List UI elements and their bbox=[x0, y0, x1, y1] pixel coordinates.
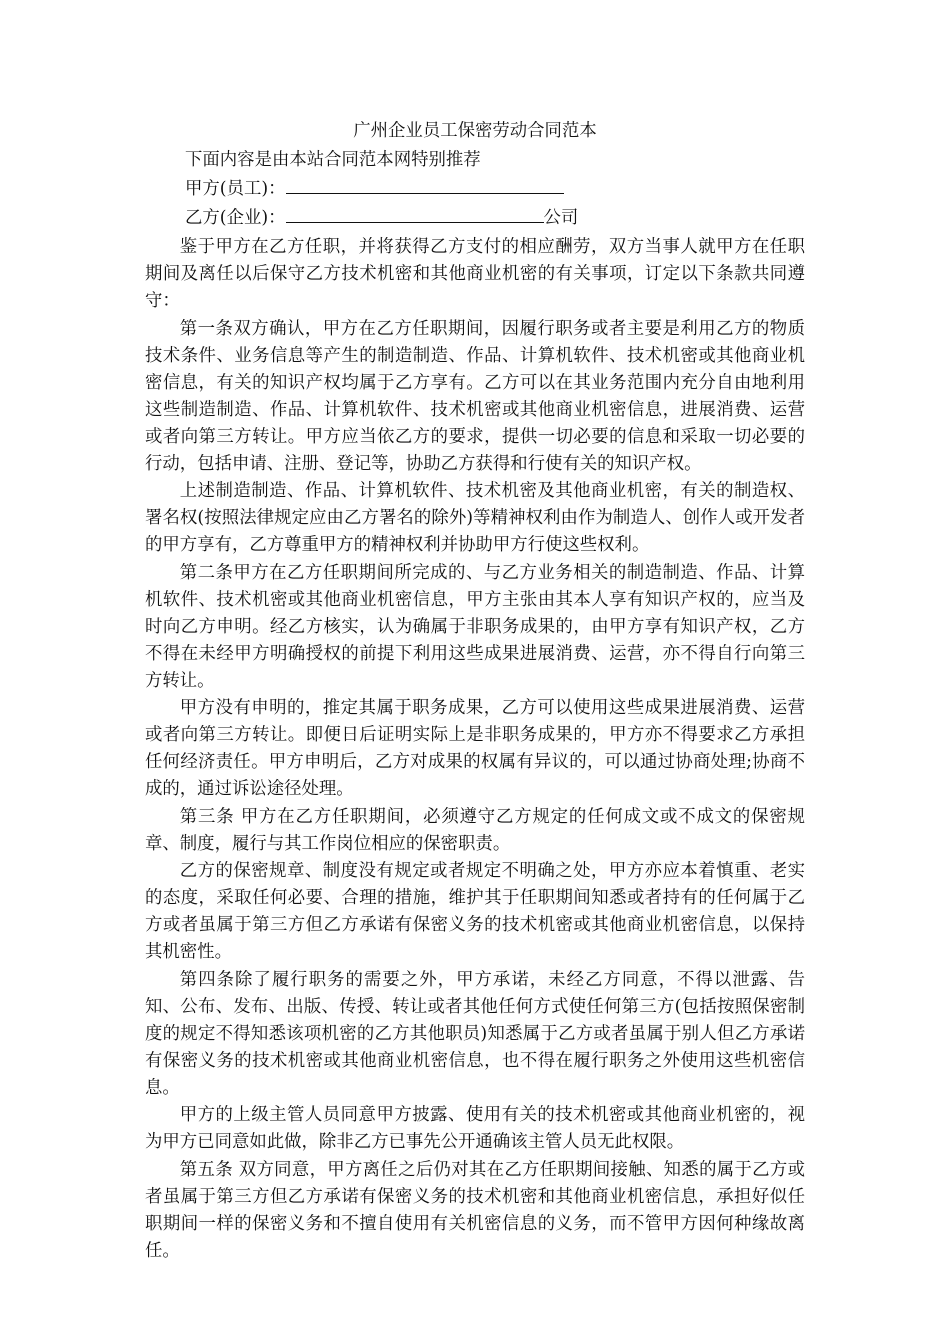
paragraph-article-2: 第二条甲方在乙方任职期间所完成的、与乙方业务相关的制造制造、作品、计算机软件、技术机密或其他商业机密信息，甲方主张由其本人享有知识产权的，应当及时向乙方申明。经乙方核实，认为确属于非职务成果的，由甲方享有知识产权，乙方不得在未经甲方明确授权的前提下利用这些成果进展消费、运营，亦不得自行向第三方转让。 bbox=[145, 562, 805, 691]
paragraph-article-5: 第五条 双方同意，甲方离任之后仍对其在乙方任职期间接触、知悉的属于乙方或者虽属于第三方但乙方承诺有保密义务的技术机密和其他商业机密信息，承担好似任职期间一样的保密义务和不擅自使用有关机密信息的义务，而不管甲方因何种缘故离任。 bbox=[145, 1159, 805, 1261]
party-a-blank bbox=[286, 177, 564, 194]
document-title: 广州企业员工保密劳动合同范本 bbox=[353, 121, 597, 141]
party-b-label: 乙方(企业)： bbox=[185, 208, 286, 228]
paragraph-article-4-supervisor: 甲方的上级主管人员同意甲方披露、使用有关的技术机密或其他商业机密的，视为甲方已同意如此做，除非乙方已事先公开通确该主管人员无此权限。 bbox=[145, 1105, 805, 1152]
subtitle: 下面内容是由本站合同范本网特别推荐 bbox=[185, 150, 481, 170]
paragraph-article-2-presumption: 甲方没有申明的，推定其属于职务成果，乙方可以使用这些成果进展消费、运营或者向第三方转让。即便日后证明实际上是非职务成果的，甲方亦不得要求乙方承担任何经济责任。甲方申明后，乙方对成果的权属有异议的，可以通过协商处理;协商不成的，通过诉讼途径处理。 bbox=[145, 698, 805, 799]
paragraph-preamble: 鉴于甲方在乙方任职，并将获得乙方支付的相应酬劳，双方当事人就甲方在任职期间及离任以后保守乙方技术机密和其他商业机密的有关事项，订定以下条款共同遵守： bbox=[145, 237, 805, 311]
paragraph-article-3-duty: 乙方的保密规章、制度没有规定或者规定不明确之处，甲方亦应本着慎重、老实的态度，采取任何必要、合理的措施，维护其于任职期间知悉或者持有的任何属于乙方或者虽属于第三方但乙方承诺有保密义务的技术机密或其他商业机密信息，以保持其机密性。 bbox=[145, 861, 805, 962]
paragraph-article-1-rights: 上述制造制造、作品、计算机软件、技术机密及其他商业机密，有关的制造权、署名权(按照法律规定应由乙方署名的除外)等精神权利由作为制造人、创作人或开发者的甲方享有，乙方尊重甲方的精神权利并协助甲方行使这些权利。 bbox=[145, 481, 805, 555]
party-a-label: 甲方(员工)： bbox=[185, 179, 286, 199]
document-page bbox=[145, 118, 805, 1265]
party-b-line bbox=[145, 205, 805, 232]
paragraph-article-3: 第三条 甲方在乙方任职期间，必须遵守乙方规定的任何成文或不成文的保密规章、制度，履行与其工作岗位相应的保密职责。 bbox=[145, 806, 805, 854]
party-b-blank bbox=[286, 206, 544, 223]
paragraph-article-4: 第四条除了履行职务的需要之外，甲方承诺，未经乙方同意，不得以泄露、告知、公布、发布、出版、传授、转让或者其他任何方式使任何第三方(包括按照保密制度的规定不得知悉该项机密的乙方其他职员)知悉属于乙方或者虽属于别人但乙方承诺有保密义务的技术机密或其他商业机密信息，也不得在履行职务之外使用这些机密信息。 bbox=[145, 969, 805, 1098]
party-b-suffix: 公司 bbox=[543, 208, 579, 228]
paragraph-article-1: 第一条双方确认，甲方在乙方任职期间，因履行职务或者主要是利用乙方的物质技术条件、业务信息等产生的制造制造、作品、计算机软件、技术机密或其他商业机密信息，有关的知识产权均属于乙方享有。乙方可以在其业务范围内充分自由地利用这些制造制造、作品、计算机软件、技术机密或其他商业机密信息，进展消费、运营或者向第三方转让。甲方应当依乙方的要求，提供一切必要的信息和采取一切必要的行动，包括申请、注册、登记等，协助乙方获得和行使有关的知识产权。 bbox=[145, 318, 805, 474]
party-a-line bbox=[145, 176, 805, 203]
